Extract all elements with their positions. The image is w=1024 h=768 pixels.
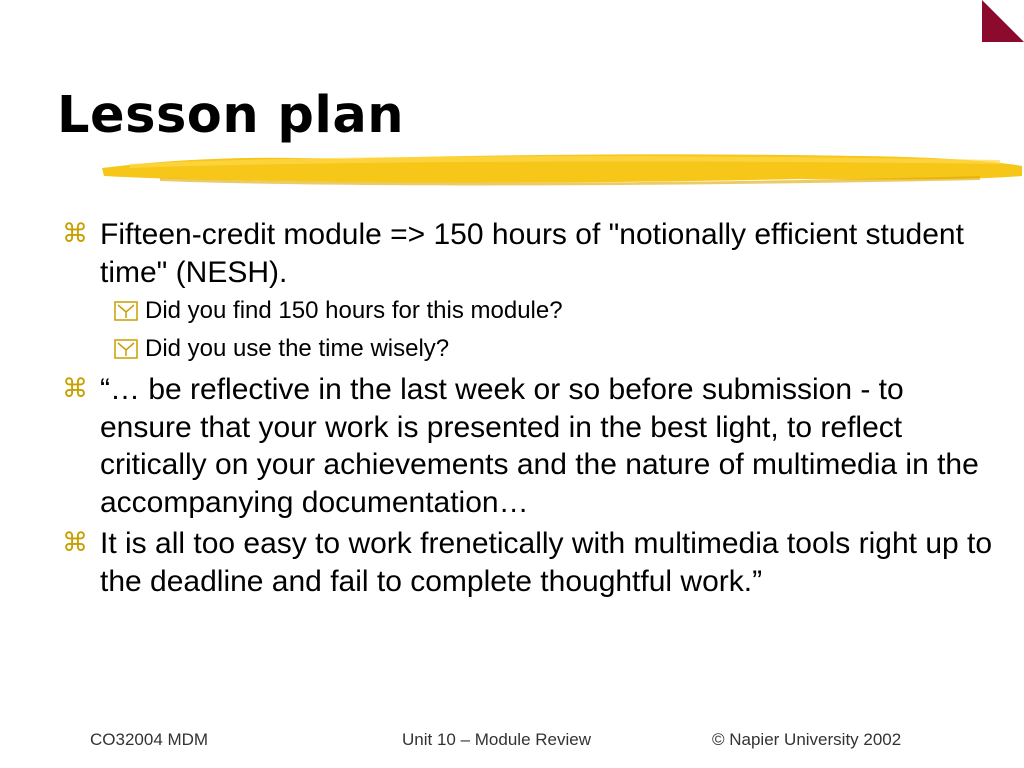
bullet-text: “… be reflective in the last week or so before submission - to ensure that your work is presented in the best light, to reflect critically on your achievements and the nature of multimedia in the accompanying documentation…: [100, 373, 979, 519]
bullet-item: [62, 371, 1002, 521]
checkbox-y-icon: [114, 339, 138, 359]
bullet-glyph-icon: ⌘: [62, 528, 88, 558]
bullet-list: [62, 216, 1002, 604]
footer-course-code: CO32004 MDM: [90, 730, 209, 749]
bullet-text: It is all too easy to work frenetically with multimedia tools right up to the deadline and fail to complete thoughtful work.”: [100, 527, 993, 598]
checkbox-y-icon: [114, 301, 138, 321]
corner-triangle-icon: [982, 0, 1024, 42]
bullet-text: Fifteen-credit module => 150 hours of "notionally efficient student time" (NESH).: [100, 218, 964, 289]
sub-bullet-item: [62, 333, 1002, 365]
sub-bullet-text: Did you find 150 hours for this module?: [145, 297, 563, 324]
footer-copyright: © Napier University 2002: [712, 730, 902, 749]
bullet-glyph-icon: ⌘: [62, 219, 88, 249]
bullet-item: [62, 525, 1002, 600]
sub-bullet-item: [62, 295, 1002, 327]
sub-bullet-text: Did you use the time wisely?: [145, 335, 450, 362]
footer-unit-title: Unit 10 – Module Review: [402, 730, 591, 749]
bullet-glyph-icon: ⌘: [62, 374, 88, 404]
highlighter-brush-stroke: [100, 150, 1024, 190]
slide-title: Lesson plan: [57, 86, 405, 145]
bullet-item: [62, 216, 1002, 291]
